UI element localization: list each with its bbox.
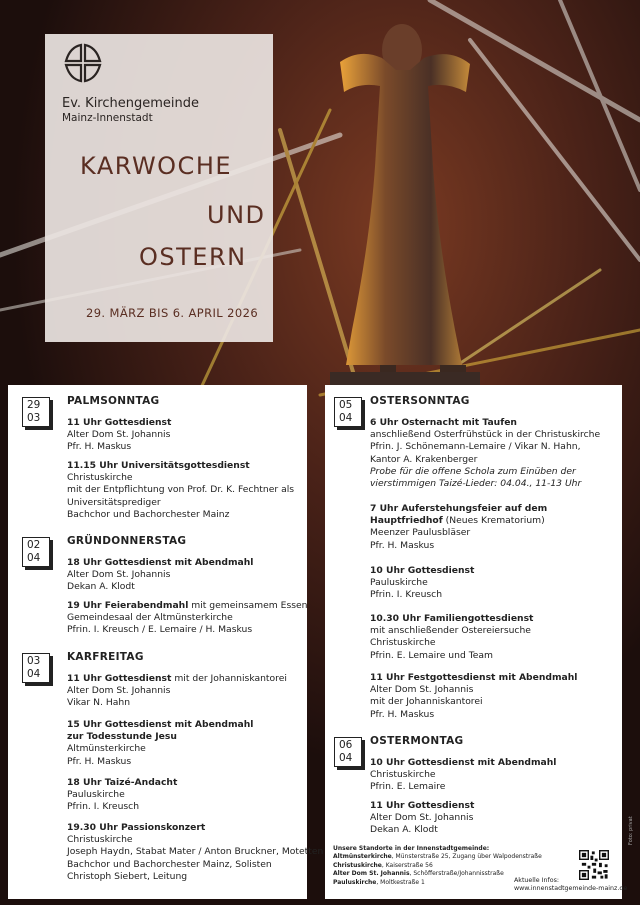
right-schedule-panel bbox=[325, 385, 628, 899]
event-palm-universitaet: 11.15 Uhr Universitätsgottesdienst Christuskirche mit der Entpflichtung von Prof. Dr. K. Fechtner als Universitätsprediger Bachchor und Bachorchester Mainz bbox=[67, 460, 295, 520]
day-title-ostersonntag: OSTERSONNTAG bbox=[370, 395, 470, 407]
org-subtitle: Mainz-Innenstadt bbox=[62, 112, 153, 124]
headline-und: UND bbox=[207, 201, 266, 229]
event-montag-gottesdienst: 11 Uhr Gottesdienst Alter Dom St. Johannis Dekan A. Klodt bbox=[370, 800, 475, 836]
headline-ostern: OSTERN bbox=[139, 243, 247, 271]
day-title-palmsonntag: PALMSONNTAG bbox=[67, 395, 160, 407]
event-palm-gottesdienst: 11 Uhr Gottesdienst Alter Dom St. Johannis Pfr. H. Maskus bbox=[67, 417, 172, 453]
org-name: Ev. Kirchengemeinde bbox=[62, 96, 199, 111]
date-box-gruendonnerstag: 02 04 bbox=[22, 537, 50, 567]
photo-credit: Foto: privat bbox=[628, 816, 634, 845]
day-title-ostermontag: OSTERMONTAG bbox=[370, 735, 464, 747]
event-osternacht: 6 Uhr Osternacht mit Taufen anschließend Osterfrühstück in der Christuskirche Pfrin. J. Schönemann-Lemaire / Vikar N. Hahn, Kantor A. Krakenberger Probe für die offene Schola zum Einüben der vierstimmigen Taizé-Lieder: 04.04., 11-13 Uhr bbox=[370, 417, 601, 490]
day-title-gruendonnerstag: GRÜNDONNERSTAG bbox=[67, 535, 187, 547]
event-pauluskirche-gottesdienst: 10 Uhr Gottesdienst Pauluskirche Pfrin. I. Kreusch bbox=[370, 565, 475, 601]
event-gruen-feierabendmahl: 19 Uhr Feierabendmahl mit gemeinsamem Essen Gemeindesaal der Altmünsterkirche Pfrin. I. Kreusch / E. Lemaire / H. Maskus bbox=[67, 600, 308, 636]
date-range: 29. MÄRZ BIS 6. APRIL 2026 bbox=[86, 306, 259, 320]
event-kar-passionskonzert: 19.30 Uhr Passionskonzert Christuskirche Joseph Haydn, Stabat Mater / Anton Bruckner, Motetten Bachchor und Bachorchester Mainz, Solisten Christoph Siebert, Leitung bbox=[67, 822, 324, 882]
event-auferstehungsfeier: 7 Uhr Auferstehungsfeier auf dem Hauptfriedhof (Neues Krematorium) Meenzer Paulusbläser Pfr. H. Maskus bbox=[370, 503, 548, 551]
locations-footer: Unsere Standorte in der Innenstadtgemeinde: Altmünsterkirche, Münsterstraße 25, Zugang über Walpodenstraße Christuskirche, Kaiserstraße 56 Alter Dom St. Johannis, Schöfferstraße/Johannisstraße Pauluskirche, Moltkestraße 1 bbox=[333, 845, 542, 886]
date-box-ostermontag: 06 04 bbox=[334, 737, 362, 767]
date-box-ostersonntag: 05 04 bbox=[334, 397, 362, 427]
event-kar-todesstunde: 15 Uhr Gottesdienst mit Abendmahl zur Todesstunde Jesu Altmünsterkirche Pfr. H. Maskus bbox=[67, 719, 254, 767]
event-montag-abendmahl: 10 Uhr Gottesdienst mit Abendmahl Christuskirche Pfrin. E. Lemaire bbox=[370, 757, 557, 793]
event-festgottesdienst: 11 Uhr Festgottesdienst mit Abendmahl Alter Dom St. Johannis mit der Johanniskantorei Pfr. H. Maskus bbox=[370, 672, 578, 720]
event-familiengottesdienst: 10.30 Uhr Familiengottesdienst mit anschließender Ostereiersuche Christuskirche Pfrin. E. Lemaire und Team bbox=[370, 613, 534, 661]
qr-code-icon[interactable] bbox=[579, 850, 609, 880]
title-box bbox=[45, 34, 273, 342]
event-gruen-abendmahl: 18 Uhr Gottesdienst mit Abendmahl Alter Dom St. Johannis Dekan A. Klodt bbox=[67, 557, 254, 593]
info-link[interactable]: Aktuelle Infos: www.innenstadtgemeinde-mainz.de bbox=[514, 877, 628, 892]
event-kar-taize: 18 Uhr Taizé-Andacht Pauluskirche Pfrin. I. Kreusch bbox=[67, 777, 178, 813]
church-logo-icon bbox=[62, 42, 104, 84]
date-box-karfreitag: 03 04 bbox=[22, 653, 50, 683]
day-title-karfreitag: KARFREITAG bbox=[67, 651, 144, 663]
date-box-palmsonntag: 29 03 bbox=[22, 397, 50, 427]
left-schedule-panel bbox=[8, 385, 324, 899]
headline-karwoche: KARWOCHE bbox=[80, 152, 233, 180]
event-kar-gottesdienst: 11 Uhr Gottesdienst mit der Johanniskantorei Alter Dom St. Johannis Vikar N. Hahn bbox=[67, 673, 287, 709]
